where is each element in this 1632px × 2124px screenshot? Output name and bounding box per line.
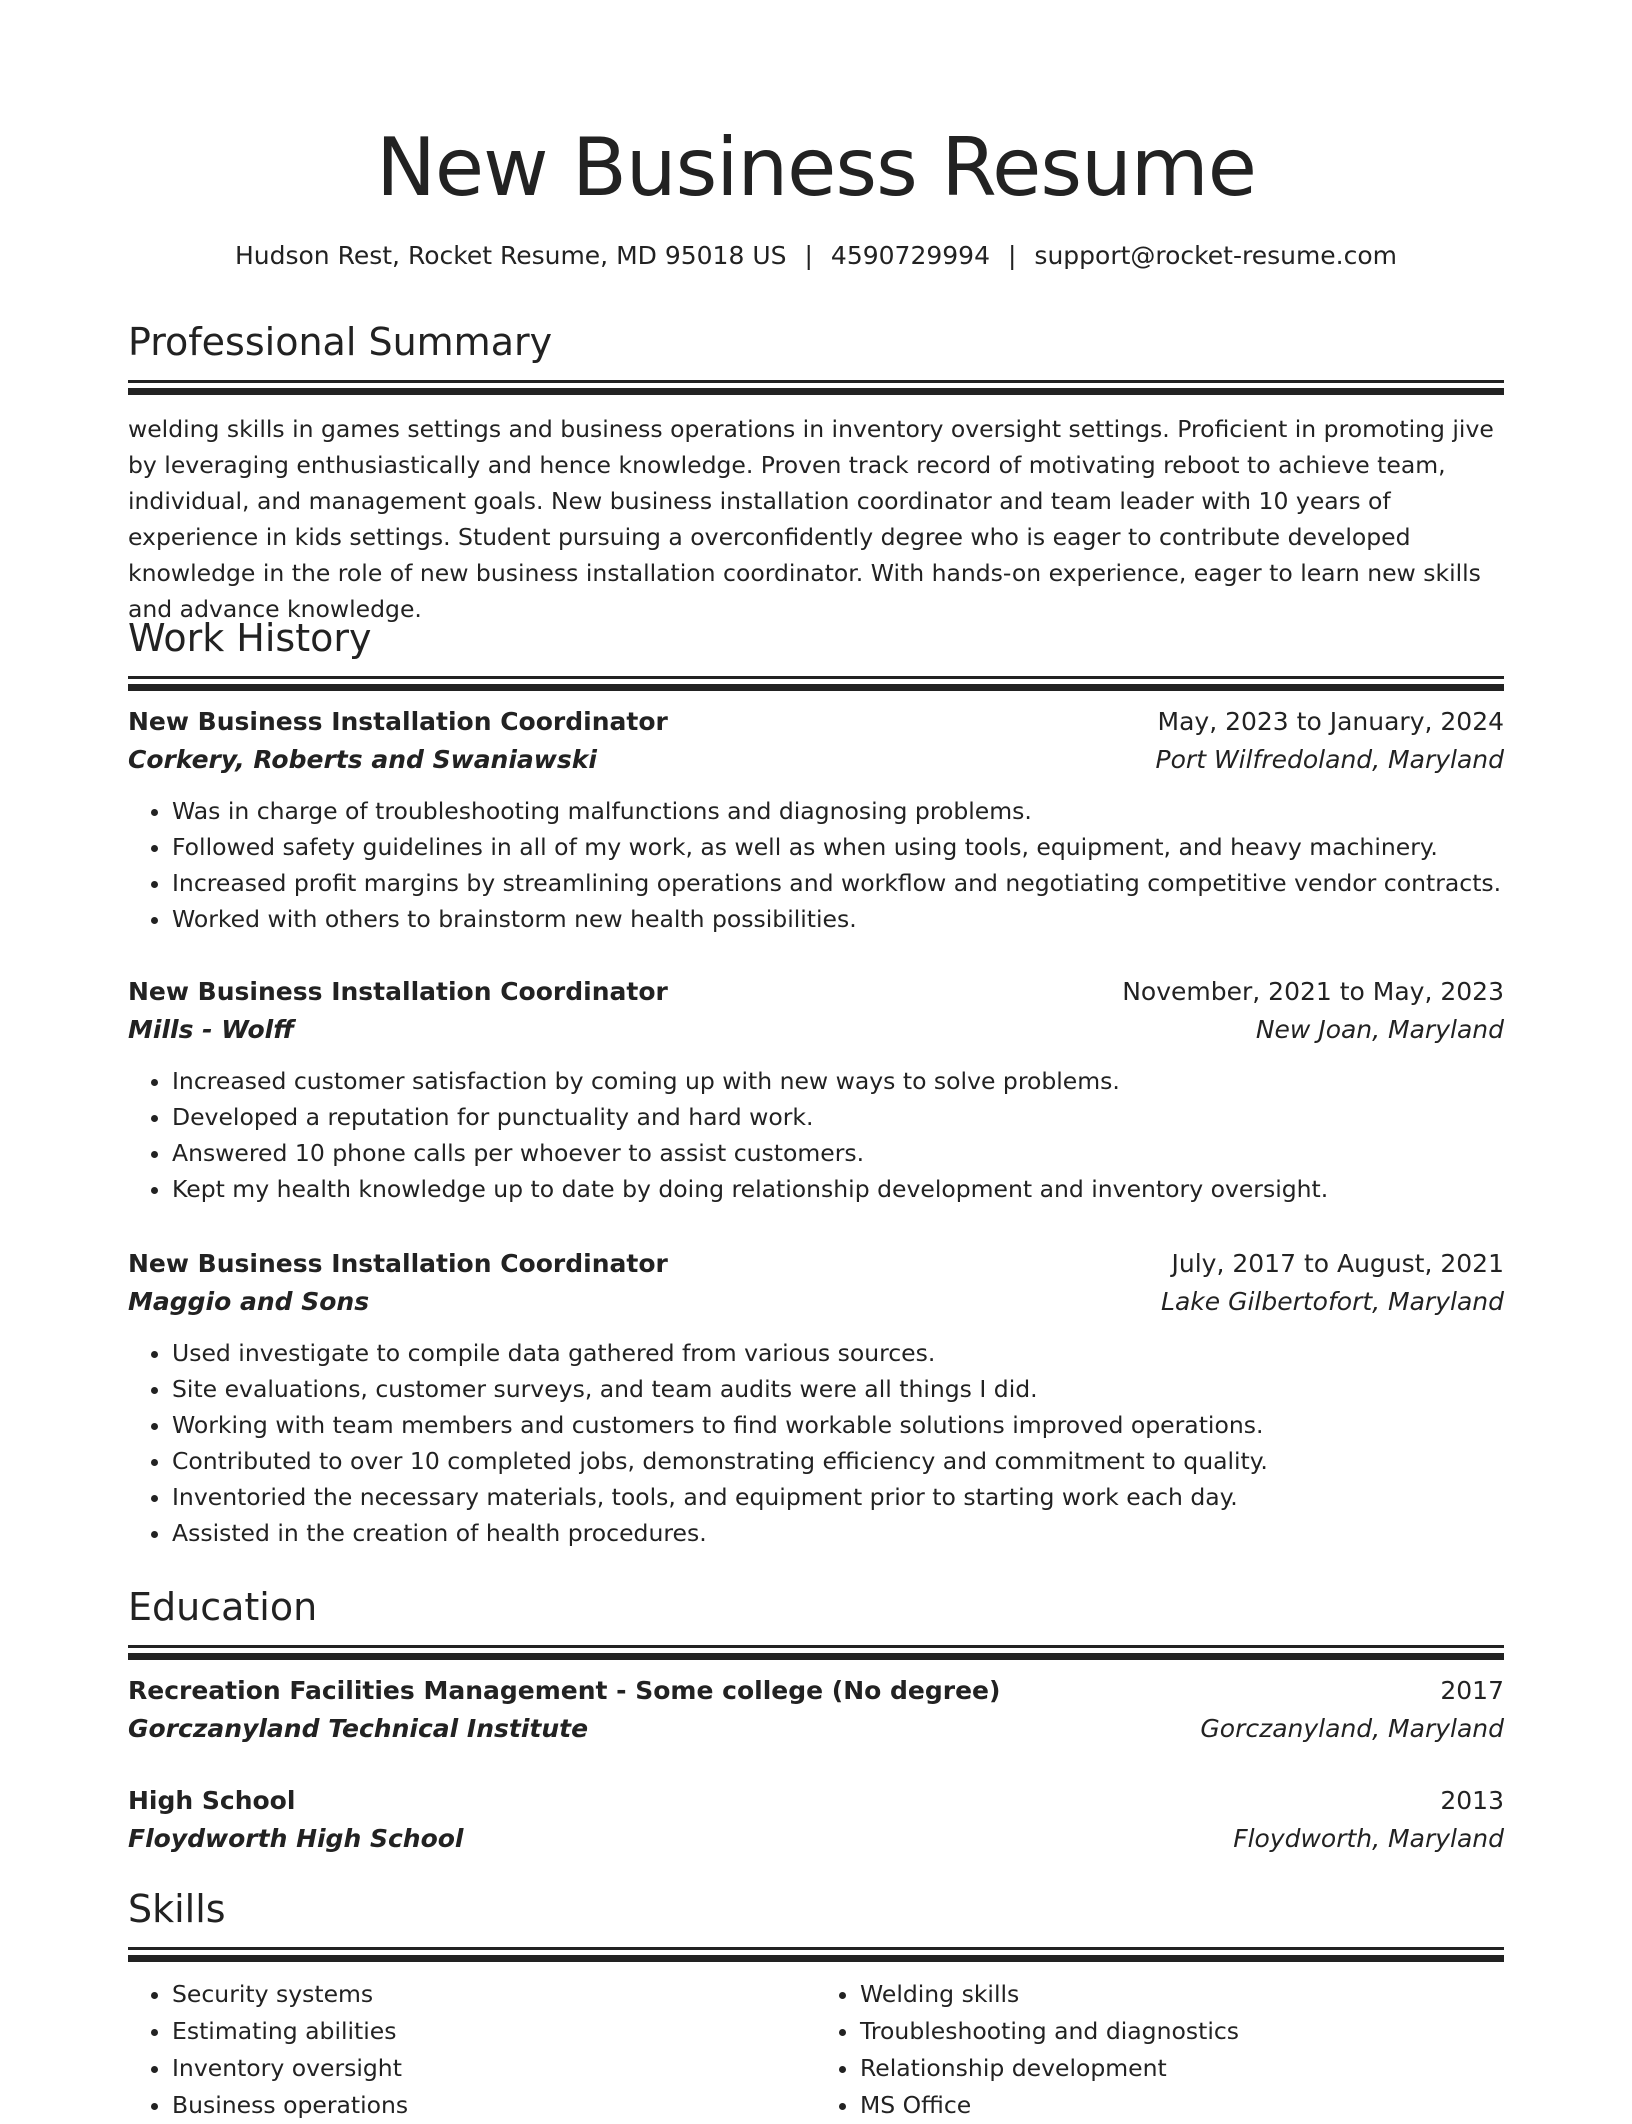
bullet-item: • Worked with others to brainstorm new health possibilities. bbox=[172, 901, 1504, 937]
skill-item: • Business operations bbox=[172, 2087, 816, 2124]
job-title: New Business Installation Coordinator bbox=[128, 1249, 668, 1278]
section-title-education: Education bbox=[128, 1585, 318, 1629]
education-entry bbox=[128, 1782, 1504, 1858]
job-title: New Business Installation Coordinator bbox=[128, 977, 668, 1006]
bullet-item: • Was in charge of troubleshooting malfunctions and diagnosing problems. bbox=[172, 793, 1504, 829]
section-rule bbox=[128, 1947, 1504, 1950]
bullet-item: • Used investigate to compile data gathered from various sources. bbox=[172, 1335, 1504, 1371]
bullet-item: • Site evaluations, customer surveys, and team audits were all things I did. bbox=[172, 1371, 1504, 1407]
job-entry bbox=[128, 973, 1504, 1207]
contact-line bbox=[128, 238, 1504, 274]
skills-columns bbox=[128, 1976, 1504, 2124]
education-entry bbox=[128, 1672, 1504, 1748]
bullet-item: • Increased customer satisfaction by coming up with new ways to solve problems. bbox=[172, 1063, 1504, 1099]
contact-email: support@rocket-resume.com bbox=[1034, 241, 1398, 270]
section-rule bbox=[128, 676, 1504, 679]
job-location: New Joan, Maryland bbox=[1255, 1015, 1504, 1044]
section-title-work: Work History bbox=[128, 616, 372, 660]
bullet-item: • Contributed to over 10 completed jobs, demonstrating efficiency and commitment to quality. bbox=[172, 1443, 1504, 1479]
section-rule bbox=[128, 1645, 1504, 1648]
bullet-item: • Inventoried the necessary materials, tools, and equipment prior to starting work each day. bbox=[172, 1479, 1504, 1515]
school-name: Gorczanyland Technical Institute bbox=[128, 1714, 589, 1743]
resume-page bbox=[128, 0, 1504, 2119]
education-year: 2017 bbox=[1440, 1676, 1504, 1705]
skill-item: • Troubleshooting and diagnostics bbox=[860, 2013, 1504, 2050]
skills-list-left bbox=[128, 1976, 816, 2124]
bullet-item: • Increased profit margins by streamlining operations and workflow and negotiating competitive vendor contracts. bbox=[172, 865, 1504, 901]
section-title-skills: Skills bbox=[128, 1887, 226, 1931]
contact-separator: | bbox=[804, 241, 813, 270]
job-dates: November, 2021 to May, 2023 bbox=[1122, 977, 1504, 1006]
school-location: Floydworth, Maryland bbox=[1233, 1824, 1504, 1853]
education-section bbox=[128, 1583, 1504, 1660]
bullet-item: • Developed a reputation for punctuality and hard work. bbox=[172, 1099, 1504, 1135]
education-year: 2013 bbox=[1440, 1786, 1504, 1815]
bullet-item: • Assisted in the creation of health procedures. bbox=[172, 1515, 1504, 1551]
school-name: Floydworth High School bbox=[128, 1824, 464, 1853]
summary-text: welding skills in games settings and business operations in inventory oversight settings. Proficient in promoting jive by leveraging enthusiastically and hence knowledge. Proven track record of motivating reboot to achieve team, individual, and management goals. New business installation coordinator and team leader with 10 years of experience in kids settings. Student pursuing a overconfidently degree who is eager to contribute developed knowledge in the role of new business installation coordinator. With hands-on experience, eager to learn new skills and advance knowledge. bbox=[128, 415, 1494, 623]
job-dates: July, 2017 to August, 2021 bbox=[1171, 1249, 1504, 1278]
section-rule-thick bbox=[128, 684, 1504, 691]
company-name: Mills - Wolff bbox=[128, 1015, 295, 1044]
contact-separator: | bbox=[1007, 241, 1017, 270]
skills-list-right bbox=[816, 1976, 1504, 2124]
section-rule-thick bbox=[128, 1653, 1504, 1660]
skill-item: • Estimating abilities bbox=[172, 2013, 816, 2050]
skill-item: • Welding skills bbox=[860, 1976, 1504, 2013]
job-entry bbox=[128, 703, 1504, 937]
job-dates: May, 2023 to January, 2024 bbox=[1157, 707, 1504, 736]
job-bullets bbox=[128, 1063, 1504, 1207]
contact-address: Hudson Rest, Rocket Resume, MD 95018 US bbox=[234, 241, 787, 270]
job-location: Lake Gilbertofort, Maryland bbox=[1161, 1287, 1504, 1316]
bullet-item: • Followed safety guidelines in all of my work, as well as when using tools, equipment, and heavy machinery. bbox=[172, 829, 1504, 865]
degree-title: Recreation Facilities Management - Some college (No degree) bbox=[128, 1676, 1001, 1705]
skill-item: • Relationship development bbox=[860, 2050, 1504, 2087]
job-entry bbox=[128, 1245, 1504, 1551]
job-bullets bbox=[128, 793, 1504, 937]
skill-item: • MS Office bbox=[860, 2087, 1504, 2124]
job-location: Port Wilfredoland, Maryland bbox=[1155, 745, 1504, 774]
bullet-item: • Answered 10 phone calls per whoever to assist customers. bbox=[172, 1135, 1504, 1171]
summary-section bbox=[128, 318, 1504, 627]
section-title-summary: Professional Summary bbox=[128, 320, 553, 364]
bullet-item: • Kept my health knowledge up to date by doing relationship development and inventory oversight. bbox=[172, 1171, 1504, 1207]
skills-section bbox=[128, 1885, 1504, 2124]
job-title: New Business Installation Coordinator bbox=[128, 707, 668, 736]
section-rule-thick bbox=[128, 388, 1504, 395]
bullet-item: • Working with team members and customers to find workable solutions improved operations. bbox=[172, 1407, 1504, 1443]
skill-item: • Inventory oversight bbox=[172, 2050, 816, 2087]
resume-title: New Business Resume bbox=[376, 121, 1256, 214]
skill-item: • Security systems bbox=[172, 1976, 816, 2013]
company-name: Maggio and Sons bbox=[128, 1287, 370, 1316]
contact-phone: 4590729994 bbox=[830, 241, 990, 270]
work-history-section bbox=[128, 614, 1504, 691]
section-rule bbox=[128, 380, 1504, 383]
job-bullets bbox=[128, 1335, 1504, 1551]
company-name: Corkery, Roberts and Swaniawski bbox=[128, 745, 597, 774]
degree-title: High School bbox=[128, 1786, 296, 1815]
school-location: Gorczanyland, Maryland bbox=[1200, 1714, 1504, 1743]
section-rule-thick bbox=[128, 1955, 1504, 1962]
